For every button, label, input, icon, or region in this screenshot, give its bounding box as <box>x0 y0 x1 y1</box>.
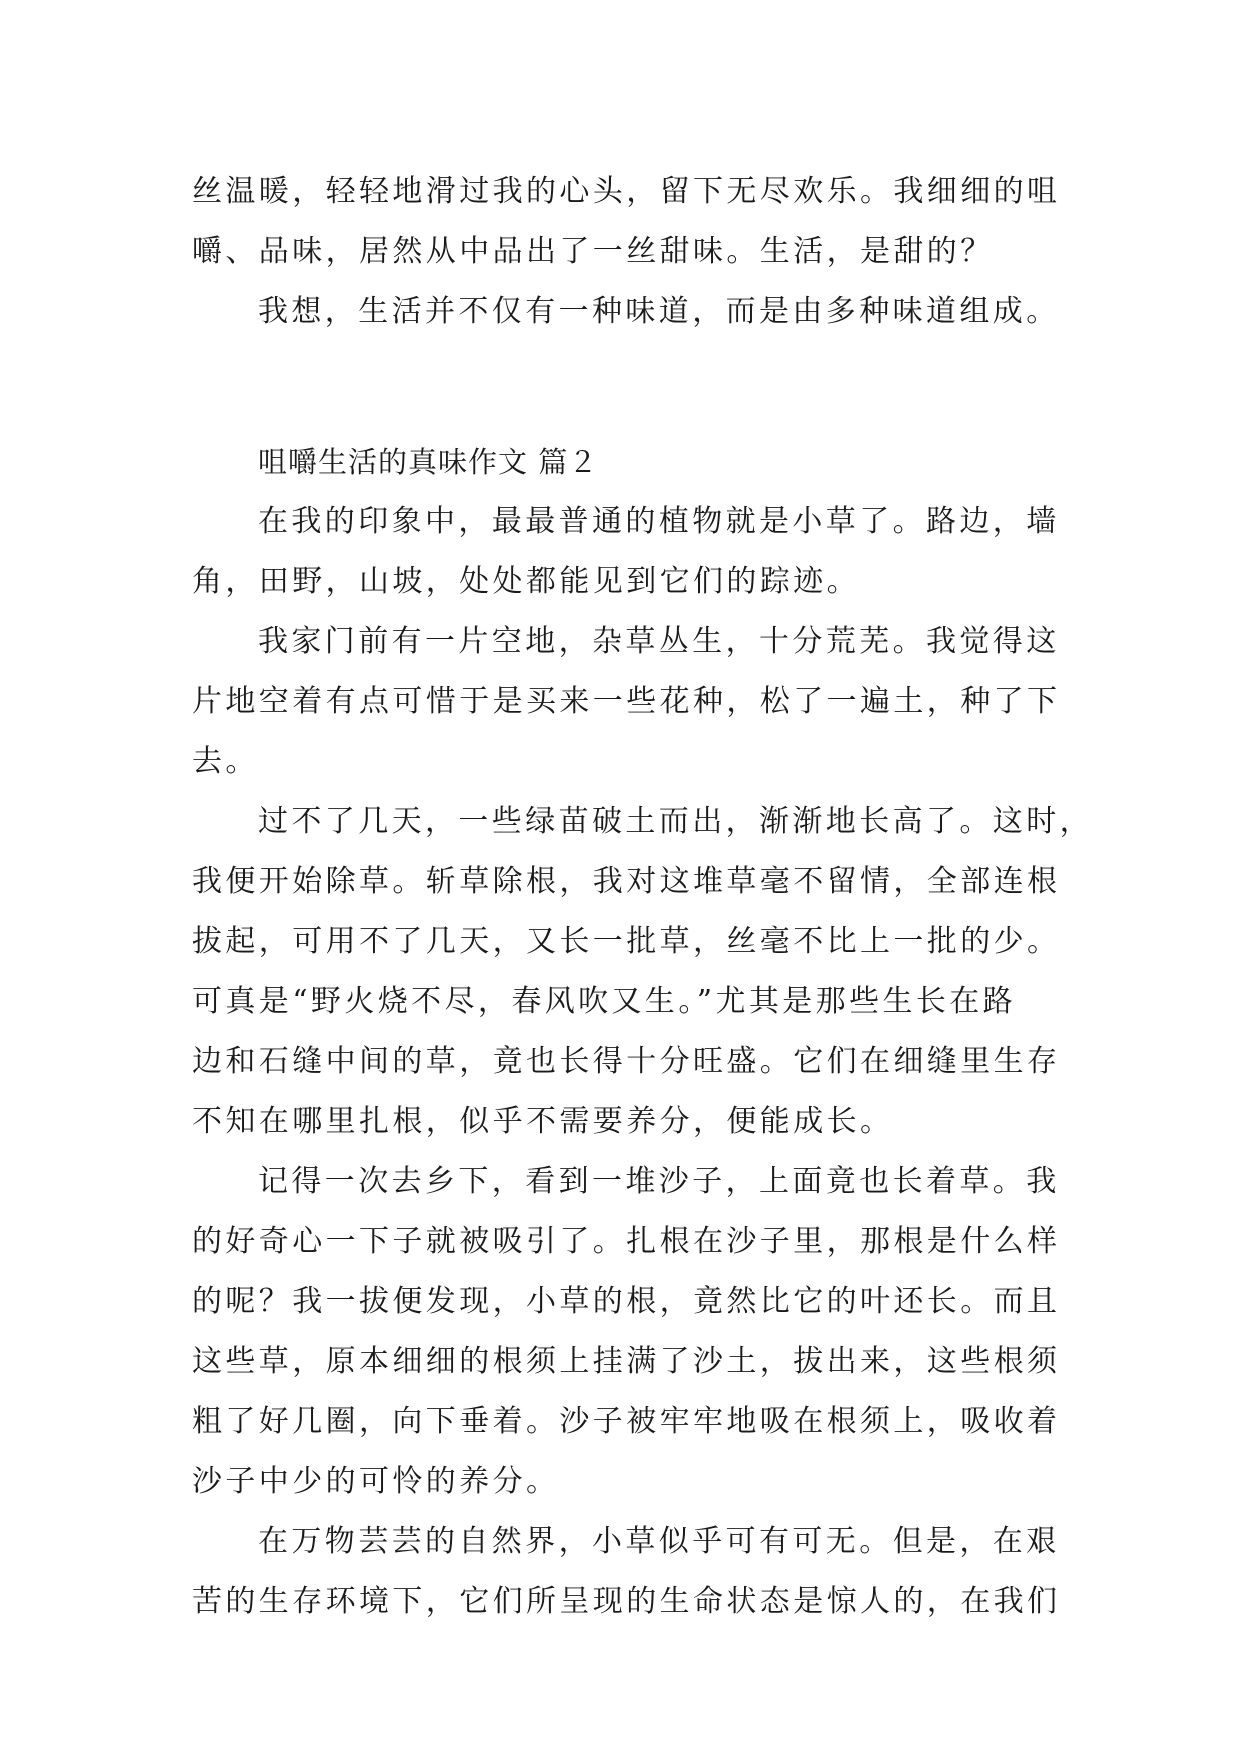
paragraph-line: 我家门前有一片空地，杂草丛生，十分荒芜。我觉得这 <box>258 624 1060 659</box>
paragraph-line: 不知在哪里扎根，似乎不需要养分，便能成长。 <box>192 1104 894 1139</box>
section-gap <box>192 342 1052 432</box>
paragraph-line: 过不了几天，一些绿苗破土而出，渐渐地长高了。这时， <box>258 804 1093 839</box>
paragraph-line: 去。 <box>192 744 259 779</box>
paragraph-line: 片地空着有点可惜于是买来一些花种，松了一遍土，种了下 <box>192 684 1061 719</box>
paragraph-line: 丝温暖，轻轻地滑过我的心头，留下无尽欢乐。我细细的咀 <box>192 174 1061 209</box>
paragraph-line: 的好奇心一下子就被吸引了。扎根在沙子里，那根是什么样 <box>192 1224 1061 1259</box>
paragraph-line: 的呢？我一拔便发现，小草的根，竟然比它的叶还长。而且 <box>192 1284 1061 1319</box>
paragraph-line: 拔起，可用不了几天，又长一批草，丝毫不比上一批的少。 <box>192 924 1061 959</box>
paragraph-line: 边和石缝中间的草，竟也长得十分旺盛。它们在细缝里生存 <box>192 1044 1061 1079</box>
paragraph-line: 这些草，原本细细的根须上挂满了沙土，拔出来，这些根须 <box>192 1344 1061 1379</box>
paragraph-line: 粗了好几圈，向下垂着。沙子被牢牢地吸在根须上，吸收着 <box>192 1404 1061 1439</box>
paragraph-line: 我想，生活并不仅有一种味道，而是由多种味道组成。 <box>258 294 1060 329</box>
paragraph-line: 记得一次去乡下，看到一堆沙子，上面竟也长着草。我 <box>258 1164 1060 1199</box>
paragraph-line: 嚼、品味，居然从中品出了一丝甜味。生活，是甜的？ <box>192 234 994 269</box>
paragraph-line: 在我的印象中，最最普通的植物就是小草了。路边，墙 <box>258 504 1060 539</box>
paragraph-line: 沙子中少的可怜的养分。 <box>192 1464 560 1499</box>
document-body <box>192 162 1093 1632</box>
section-title: 咀嚼生活的真味作文 篇２ <box>258 445 599 479</box>
paragraph-line: 在万物芸芸的自然界，小草似乎可有可无。但是，在艰 <box>258 1524 1060 1559</box>
paragraph-line: 我便开始除草。斩草除根，我对这堆草毫不留情，全部连根 <box>192 864 1061 899</box>
paragraph-line: 可真是“野火烧不尽，春风吹又生。”尤其是那些生长在路 <box>192 984 1017 1019</box>
paragraph-line: 角，田野，山坡，处处都能见到它们的踪迹。 <box>192 564 860 599</box>
paragraph-line: 苦的生存环境下，它们所呈现的生命状态是惊人的，在我们 <box>192 1584 1061 1619</box>
